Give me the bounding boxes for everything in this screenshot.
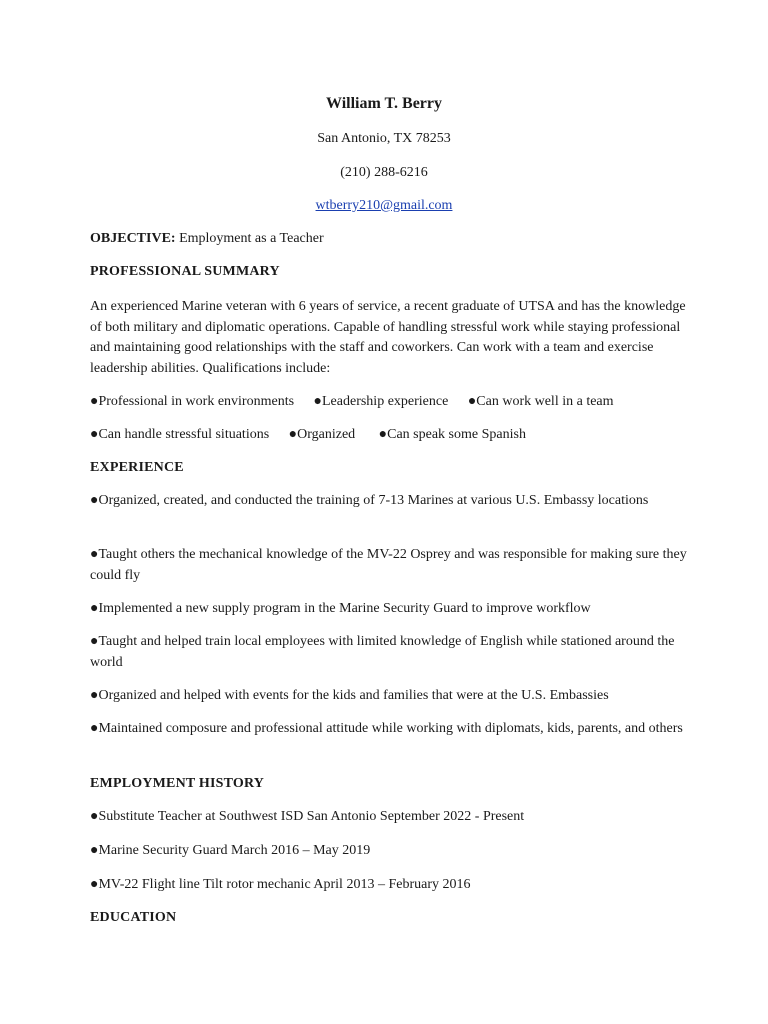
qualification-item: ●Professional in work environments bbox=[90, 394, 295, 409]
qualification-item: ●Leadership experience bbox=[313, 394, 449, 409]
qualification-item: ●Can work well in a team bbox=[467, 394, 614, 409]
qualifications-row-1 bbox=[90, 392, 690, 413]
qualification-item: ●Can handle stressful situations bbox=[90, 427, 270, 442]
education-heading: EDUCATION bbox=[90, 910, 177, 925]
qualification-item: ●Can speak some Spanish bbox=[378, 427, 526, 442]
experience-item: ●Taught others the mechanical knowledge of the MV-22 Osprey and was responsible for making sure they could fly bbox=[90, 547, 687, 583]
experience-item: ●Implemented a new supply program in the Marine Security Guard to improve workflow bbox=[90, 601, 591, 616]
email-line bbox=[0, 197, 768, 215]
summary-heading: PROFESSIONAL SUMMARY bbox=[90, 264, 280, 279]
employment-heading: EMPLOYMENT HISTORY bbox=[90, 776, 265, 791]
phone-number: (210) 288-6216 bbox=[340, 165, 428, 180]
experience-item: ●Organized and helped with events for the kids and families that were at the U.S. Embassies bbox=[90, 688, 609, 703]
employment-item: ●MV-22 Flight line Tilt rotor mechanic April 2013 – February 2016 bbox=[90, 877, 471, 892]
employment-item: ●Marine Security Guard March 2016 – May 2019 bbox=[90, 843, 371, 858]
experience-item: ●Taught and helped train local employees with limited knowledge of English while stationed around the world bbox=[90, 634, 675, 670]
objective-line bbox=[90, 229, 690, 250]
qualifications-row-2 bbox=[90, 425, 690, 446]
employment-item: ●Substitute Teacher at Southwest ISD San Antonio September 2022 - Present bbox=[90, 809, 525, 824]
experience-heading: EXPERIENCE bbox=[90, 460, 184, 475]
candidate-name: William T. Berry bbox=[326, 95, 442, 112]
objective-label: OBJECTIVE: bbox=[90, 231, 176, 246]
objective-text: Employment as a Teacher bbox=[179, 231, 324, 246]
email-link[interactable]: wtberry210@gmail.com bbox=[315, 198, 453, 213]
address: San Antonio, TX 78253 bbox=[317, 131, 451, 146]
experience-item: ●Maintained composure and professional attitude while working with diplomats, kids, parents, and others bbox=[90, 721, 683, 736]
summary-paragraph: An experienced Marine veteran with 6 years of service, a recent graduate of UTSA and has the knowledge of both military and diplomatic operations. Capable of handling stressful work while staying professional and maintaining good relationships with the staff and coworkers. Can work with a team and exercise leadership abilities. Qualifications include: bbox=[90, 299, 686, 376]
experience-item: ●Organized, created, and conducted the training of 7-13 Marines at various U.S. Embassy locations bbox=[90, 493, 649, 508]
qualification-item: ●Organized bbox=[288, 427, 356, 442]
